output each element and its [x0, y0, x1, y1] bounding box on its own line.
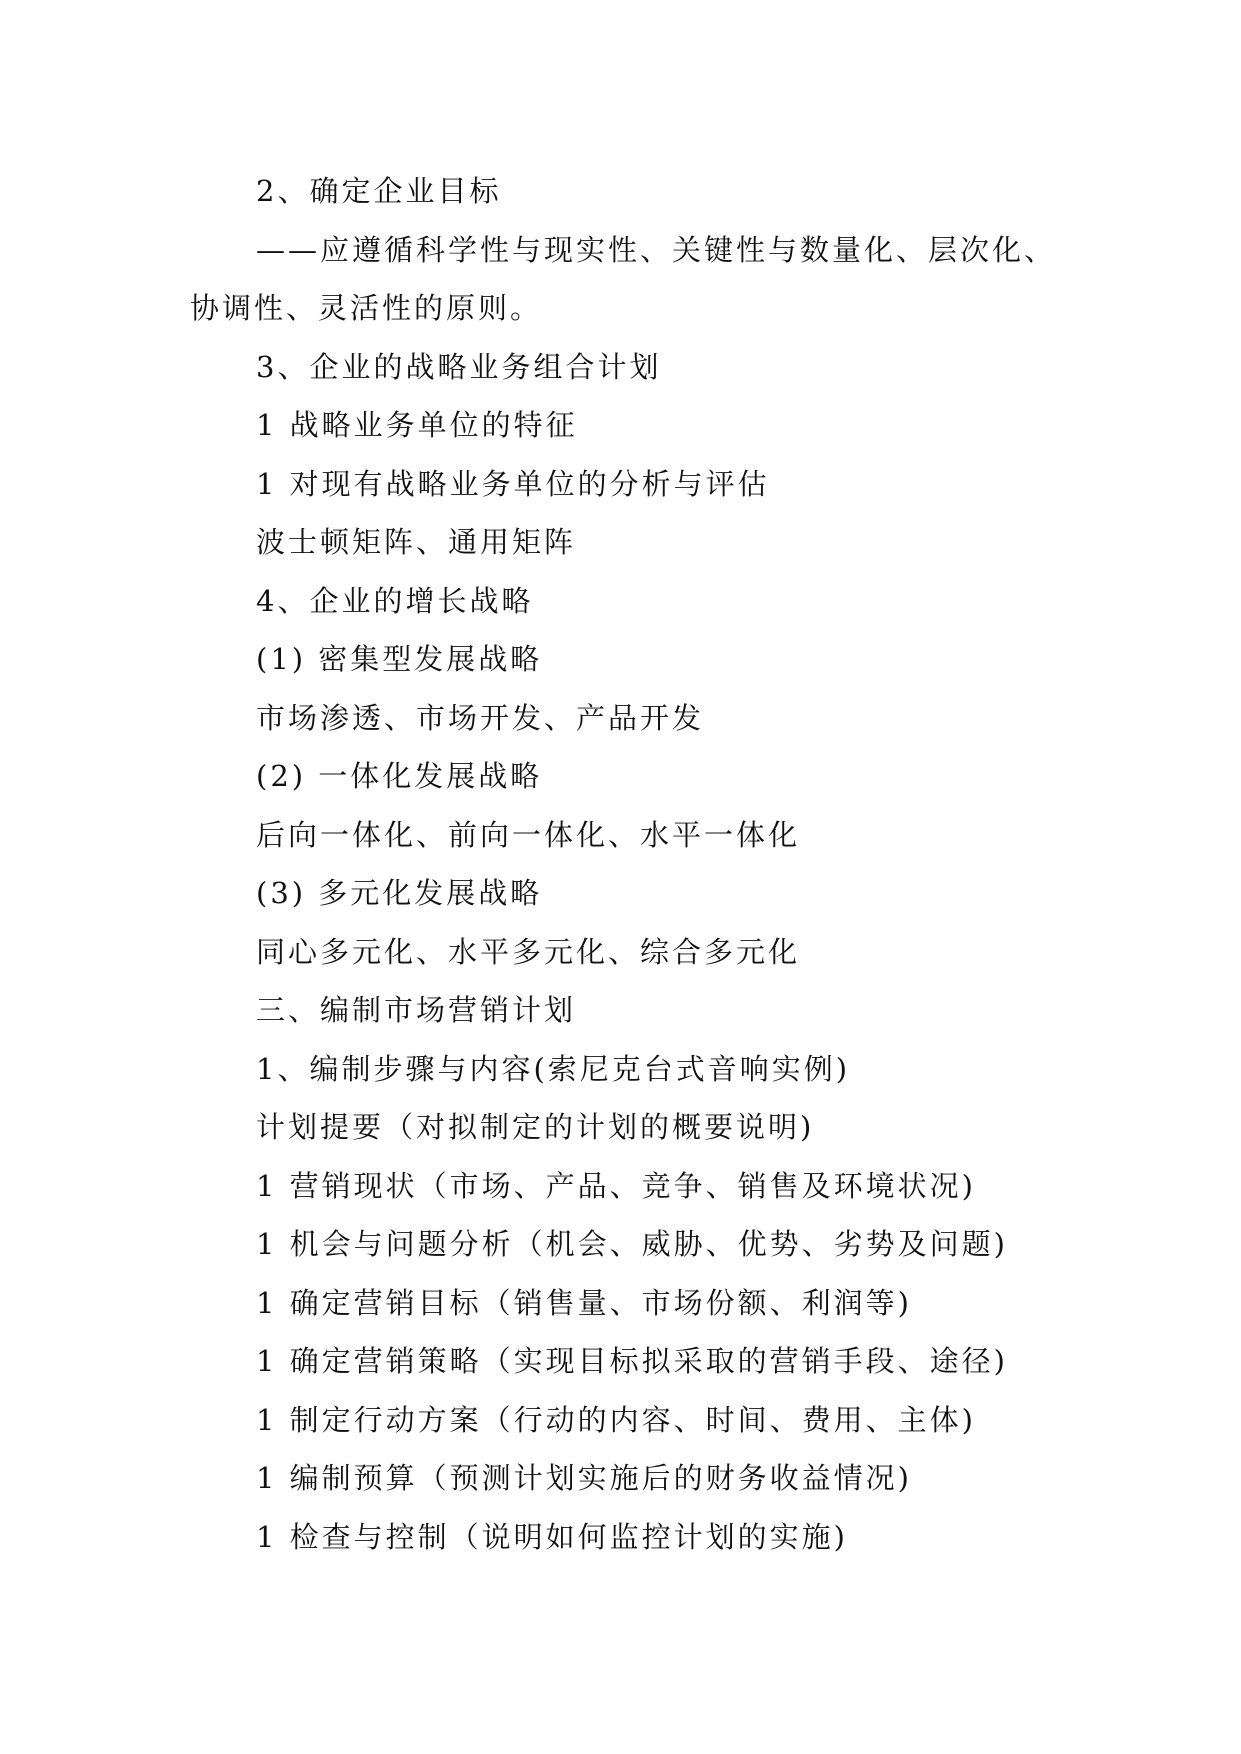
list-item: 1 对现有战略业务单位的分析与评估 — [256, 466, 770, 501]
subheading: (1) 密集型发展战略 — [256, 642, 543, 676]
paragraph-line: 市场渗透、市场开发、产品开发 — [256, 700, 705, 735]
paragraph-line: 同心多元化、水平多元化、综合多元化 — [256, 934, 801, 969]
section-heading-1: 1、编制步骤与内容(索尼克台式音响实例) — [256, 1051, 851, 1086]
subheading: (2) 一体化发展战略 — [256, 759, 543, 793]
list-item: 1 确定营销目标（销售量、市场份额、利润等) — [256, 1285, 912, 1320]
subheading: (3) 多元化发展战略 — [256, 876, 543, 910]
section-heading-2: 2、确定企业目标 — [256, 174, 502, 208]
list-item: 1 营销现状（市场、产品、竞争、销售及环境状况) — [256, 1168, 976, 1203]
paragraph-line: 后向一体化、前向一体化、水平一体化 — [256, 817, 801, 852]
section-heading-3: 3、企业的战略业务组合计划 — [256, 349, 662, 384]
list-item: 1 战略业务单位的特征 — [256, 408, 578, 442]
paragraph-line-continued: 协调性、灵活性的原则。 — [190, 291, 543, 325]
paragraph-line: 计划提要（对拟制定的计划的概要说明) — [256, 1110, 815, 1144]
paragraph-line: ——应遵循科学性与现实性、关键性与数量化、层次化、 — [256, 232, 1057, 267]
list-item: 1 编制预算（预测计划实施后的财务收益情况) — [256, 1461, 912, 1495]
document-body — [0, 162, 1241, 1566]
list-item: 1 制定行动方案（行动的内容、时间、费用、主体) — [256, 1402, 976, 1437]
section-heading-4: 4、企业的增长战略 — [256, 583, 534, 618]
paragraph-line: 波士顿矩阵、通用矩阵 — [256, 525, 577, 559]
chapter-heading: 三、编制市场营销计划 — [256, 993, 577, 1027]
list-item: 1 机会与问题分析（机会、威胁、优势、劣势及问题) — [256, 1227, 1008, 1261]
list-item: 1 确定营销策略（实现目标拟采取的营销手段、途径) — [256, 1344, 1008, 1378]
list-item: 1 检查与控制（说明如何监控计划的实施) — [256, 1519, 848, 1554]
